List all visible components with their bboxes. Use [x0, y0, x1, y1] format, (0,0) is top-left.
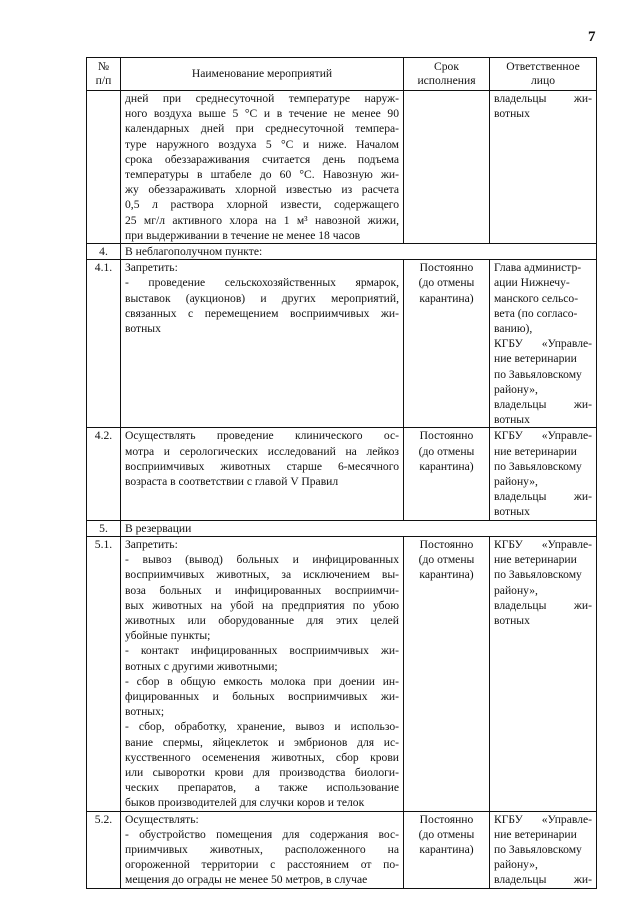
responsible-line: ние ветеринарии	[494, 827, 577, 841]
measure-line: Запретить:	[125, 261, 178, 275]
measure-line: срока обеззараживания считается день подъема	[125, 152, 399, 166]
term-cell	[404, 91, 490, 244]
responsible-line: по Завьяловскому	[494, 568, 582, 582]
measure-line: жу обеззараживать хлорной известью из расчета	[125, 183, 399, 197]
responsible-line: по Завьяловскому	[494, 459, 582, 473]
responsible-cell	[490, 91, 597, 244]
measures-table	[86, 57, 597, 889]
measure-line: мотра и серологических исследований на лейкоз	[125, 444, 399, 458]
measure-line: возраста в соответствии с главой V Правил	[125, 475, 339, 489]
measure-line: В резервации	[125, 521, 192, 535]
responsible-line: КГБУ «Управле-	[494, 812, 592, 826]
measure-line: ческих препаратов, а также использование	[125, 781, 399, 795]
measure-line: вотных;	[125, 705, 165, 719]
responsible-line: по Завьяловскому	[494, 367, 582, 381]
responsible-line: ние ветеринарии	[494, 444, 577, 458]
measure-line: огороженной территории с расстоянием от по-	[125, 858, 399, 872]
term-line: (до отмены	[418, 444, 475, 458]
term-line: карантина)	[419, 459, 474, 473]
table-row	[87, 536, 597, 811]
row-number: 4.2.	[87, 428, 121, 520]
measure-line: животных или оборудованные для этих целей	[125, 613, 399, 627]
term-cell	[404, 260, 490, 428]
responsible-line: по Завьяловскому	[494, 842, 582, 856]
term-line: (до отмены	[418, 276, 475, 290]
responsible-line: владельцы жи-	[494, 873, 592, 887]
measure-line: или сыворотки крови для производства биологи-	[125, 765, 399, 779]
responsible-line: району»,	[494, 583, 538, 597]
measure-line: дней при среднесуточной температуре наруж-	[125, 92, 399, 105]
measure-line: - сбор, обработку, хранение, вывоз и использо-	[125, 720, 399, 734]
responsible-cell	[490, 260, 597, 428]
header-responsible: Ответственное лицо	[490, 58, 597, 91]
section-row	[87, 520, 597, 536]
page-number: 7	[588, 29, 596, 45]
responsible-cell	[490, 428, 597, 520]
term-line: Постоянно	[419, 812, 474, 826]
term-line: (до отмены	[418, 553, 475, 567]
term-cell	[404, 811, 490, 888]
measure-text	[121, 91, 404, 244]
term-line: (до отмены	[418, 827, 475, 841]
measure-line: кусственного осеменения животных, сбор крови	[125, 750, 399, 764]
responsible-line: району»,	[494, 382, 538, 396]
table-row	[87, 260, 597, 428]
responsible-line: владельцы жи-	[494, 490, 592, 504]
measure-line: вание спермы, яйцеклеток и эмбрионов для ис-	[125, 735, 399, 749]
responsible-line: вотных	[494, 413, 530, 427]
measure-line: вотных с другими животными;	[125, 659, 278, 673]
term-line: Постоянно	[419, 537, 474, 551]
term-line: Постоянно	[419, 429, 474, 443]
responsible-line: КГБУ «Управле-	[494, 429, 592, 443]
measure-line: - контакт инфицированных восприимчивых жи-	[125, 644, 399, 658]
header-num: № п/п	[87, 58, 121, 91]
responsible-line: владельцы жи-	[494, 92, 592, 105]
table-header	[87, 58, 597, 91]
responsible-cell	[490, 811, 597, 888]
measure-line: убойные пункты;	[125, 629, 211, 643]
section-row	[87, 244, 597, 260]
measure-line: восприимчивых животных старше 6-месячного	[125, 459, 399, 473]
responsible-line: владельцы жи-	[494, 598, 592, 612]
row-number	[87, 91, 121, 244]
measure-line: приимчивых животных, расположенного на	[125, 842, 399, 856]
measure-line: Осуществлять:	[125, 812, 199, 826]
responsible-line: вотных	[494, 613, 530, 627]
responsible-line: владельцы жи-	[494, 398, 592, 412]
measure-line: фицированных и больных восприимчивых жи-	[125, 689, 399, 703]
responsible-line: ванию),	[494, 322, 533, 336]
measure-line: - вывоз (вывод) больных и инфицированных	[125, 553, 399, 567]
row-number: 4.	[87, 244, 121, 260]
measure-text	[121, 428, 404, 520]
row-number: 5.2.	[87, 811, 121, 888]
responsible-line: району»,	[494, 475, 538, 489]
responsible-line: Глава администр-	[494, 261, 582, 275]
row-number: 5.1.	[87, 536, 121, 811]
responsible-line: ние ветеринарии	[494, 553, 577, 567]
measure-line: 25 мг/л активного хлора на 1 м³ навозной жижи,	[125, 213, 399, 227]
term-line: карантина)	[419, 842, 474, 856]
header-name: Наименование мероприятий	[121, 58, 404, 91]
responsible-line: вотных	[494, 107, 530, 121]
measure-line: связанных с перемещением восприимчивых жи-	[125, 306, 399, 320]
term-line: Постоянно	[419, 261, 474, 275]
measure-line: быков производителей для случки коров и телок	[125, 796, 365, 810]
responsible-line: КГБУ «Управле-	[494, 537, 592, 551]
table-row	[87, 91, 597, 244]
measure-line: воза больных и инфицированных восприимчи-	[125, 583, 399, 597]
term-cell	[404, 536, 490, 811]
responsible-line: ации Нижнечу-	[494, 276, 570, 290]
measure-line: календарных дней при среднесуточной темпера-	[125, 122, 399, 136]
row-number: 5.	[87, 520, 121, 536]
header-term: Срок исполнения	[404, 58, 490, 91]
measure-line: вотных	[125, 322, 161, 336]
measure-line: 0,5 л раствора хлорной извести, содержащего	[125, 198, 399, 212]
responsible-line: району»,	[494, 858, 538, 872]
row-number: 4.1.	[87, 260, 121, 428]
responsible-line: вотных	[494, 505, 530, 519]
measure-text	[121, 260, 404, 428]
term-cell	[404, 428, 490, 520]
measure-line: температуры в штабеле до 60 °С. Навозную жи-	[125, 168, 399, 182]
measure-line: туре наружного воздуха 5 °С и ниже. Началом	[125, 137, 399, 151]
section-title	[121, 244, 597, 260]
responsible-cell	[490, 536, 597, 811]
measure-line: В неблагополучном пункте:	[125, 245, 263, 259]
section-title	[121, 520, 597, 536]
measure-line: при выдерживании в течение не менее 18 часов	[125, 228, 361, 242]
measure-line: выставок (аукционов) и других мероприятий,	[125, 291, 399, 305]
table-row	[87, 811, 597, 888]
measure-line: Осуществлять проведение клинического ос-	[125, 429, 399, 443]
responsible-line: манского сельсо-	[494, 291, 579, 305]
responsible-line: вета (по согласо-	[494, 306, 578, 320]
measure-line: - обустройство помещения для содержания вос-	[125, 827, 399, 841]
measure-line: - сбор в общую емкость молока при доении ин-	[125, 674, 399, 688]
term-line: карантина)	[419, 291, 474, 305]
measure-line: вых животных на убой на предприятия по убою	[125, 598, 399, 612]
measure-line: Запретить:	[125, 537, 178, 551]
measure-line: восприимчивых животных, за исключением вы-	[125, 568, 399, 582]
measure-text	[121, 536, 404, 811]
table-row	[87, 428, 597, 520]
table-body	[87, 91, 597, 889]
responsible-line: КГБУ «Управле-	[494, 337, 592, 351]
measure-line: - проведение сельскохозяйственных ярмарок,	[125, 276, 399, 290]
responsible-line: ние ветеринарии	[494, 352, 577, 366]
measure-text	[121, 811, 404, 888]
measure-line: ного воздуха выше 5 °С и в течение не менее 90	[125, 107, 399, 121]
term-line: карантина)	[419, 568, 474, 582]
measure-line: мещения до ограды не менее 50 метров, в случае	[125, 873, 368, 887]
